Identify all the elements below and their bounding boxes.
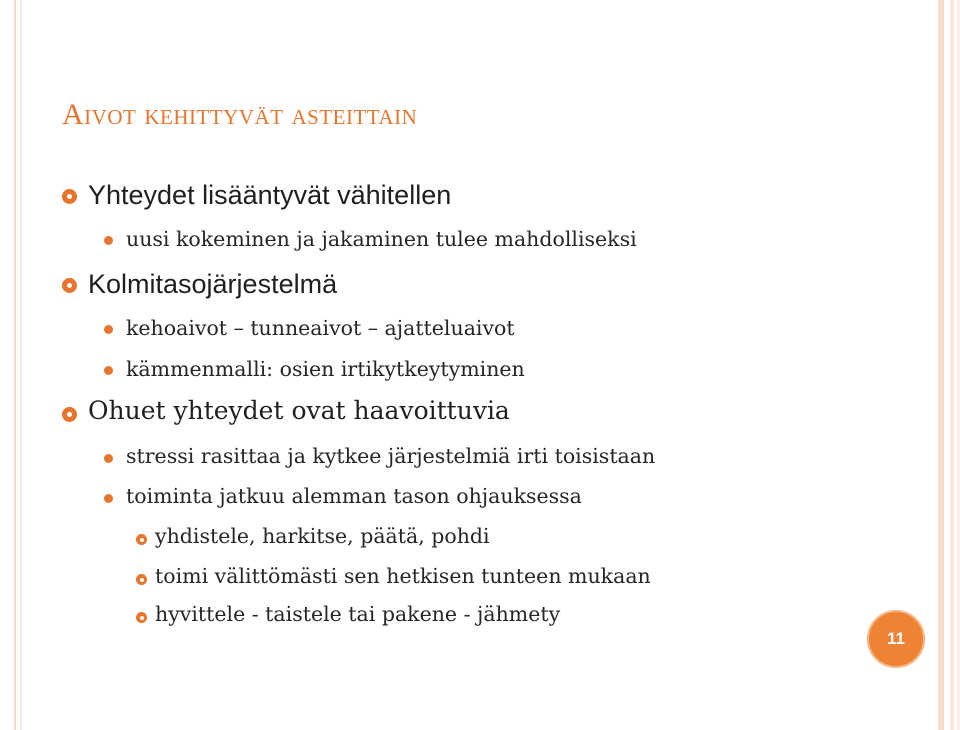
- bullet-item: Ohuet yhteydet ovat haavoittuvia: [88, 396, 510, 425]
- sub-bullet-item: uusi kokeminen ja jakaminen tulee mahdolliseksi: [126, 227, 637, 251]
- bullet-ring-icon: [62, 189, 77, 204]
- frame-stripe: [20, 0, 22, 730]
- slide-right-frame: [930, 0, 960, 730]
- bullet-ring-small-icon: [136, 534, 147, 545]
- bullet-item: Kolmitasojärjestelmä: [88, 269, 338, 299]
- sub-sub-bullet-item: hyvittele - taistele tai pakene - jähmety: [155, 602, 561, 626]
- bullet-dot-icon: [104, 325, 113, 334]
- bullet-ring-icon: [62, 278, 77, 293]
- bullet-dot-icon: [104, 236, 113, 245]
- slide-left-frame: [0, 0, 28, 730]
- bullet-dot-icon: [104, 366, 113, 375]
- bullet-item: Yhteydet lisääntyvät vähitellen: [88, 180, 452, 210]
- sub-bullet-item: stressi rasittaa ja kytkee järjestelmiä irti toisistaan: [126, 444, 656, 468]
- frame-band: [938, 0, 944, 730]
- bullet-ring-small-icon: [136, 612, 147, 623]
- sub-bullet-item: toiminta jatkuu alemman tason ohjauksessa: [126, 484, 582, 508]
- sub-bullet-item: kämmenmalli: osien irtikytkeytyminen: [126, 357, 525, 381]
- bullet-dot-icon: [104, 494, 113, 503]
- bullet-ring-icon: [62, 407, 77, 422]
- sub-sub-bullet-item: toimi välittömästi sen hetkisen tunteen mukaan: [155, 564, 651, 588]
- bullet-dot-icon: [104, 454, 113, 463]
- sub-sub-bullet-item: yhdistele, harkitse, päätä, pohdi: [155, 524, 490, 548]
- page-number-badge: 11: [867, 610, 925, 668]
- frame-band: [950, 0, 954, 730]
- sub-bullet-item: kehoaivot – tunneaivot – ajatteluaivot: [126, 316, 515, 340]
- slide-title: Aivot kehittyvät asteittain: [62, 98, 418, 131]
- frame-stripe: [14, 0, 16, 730]
- bullet-ring-small-icon: [136, 574, 147, 585]
